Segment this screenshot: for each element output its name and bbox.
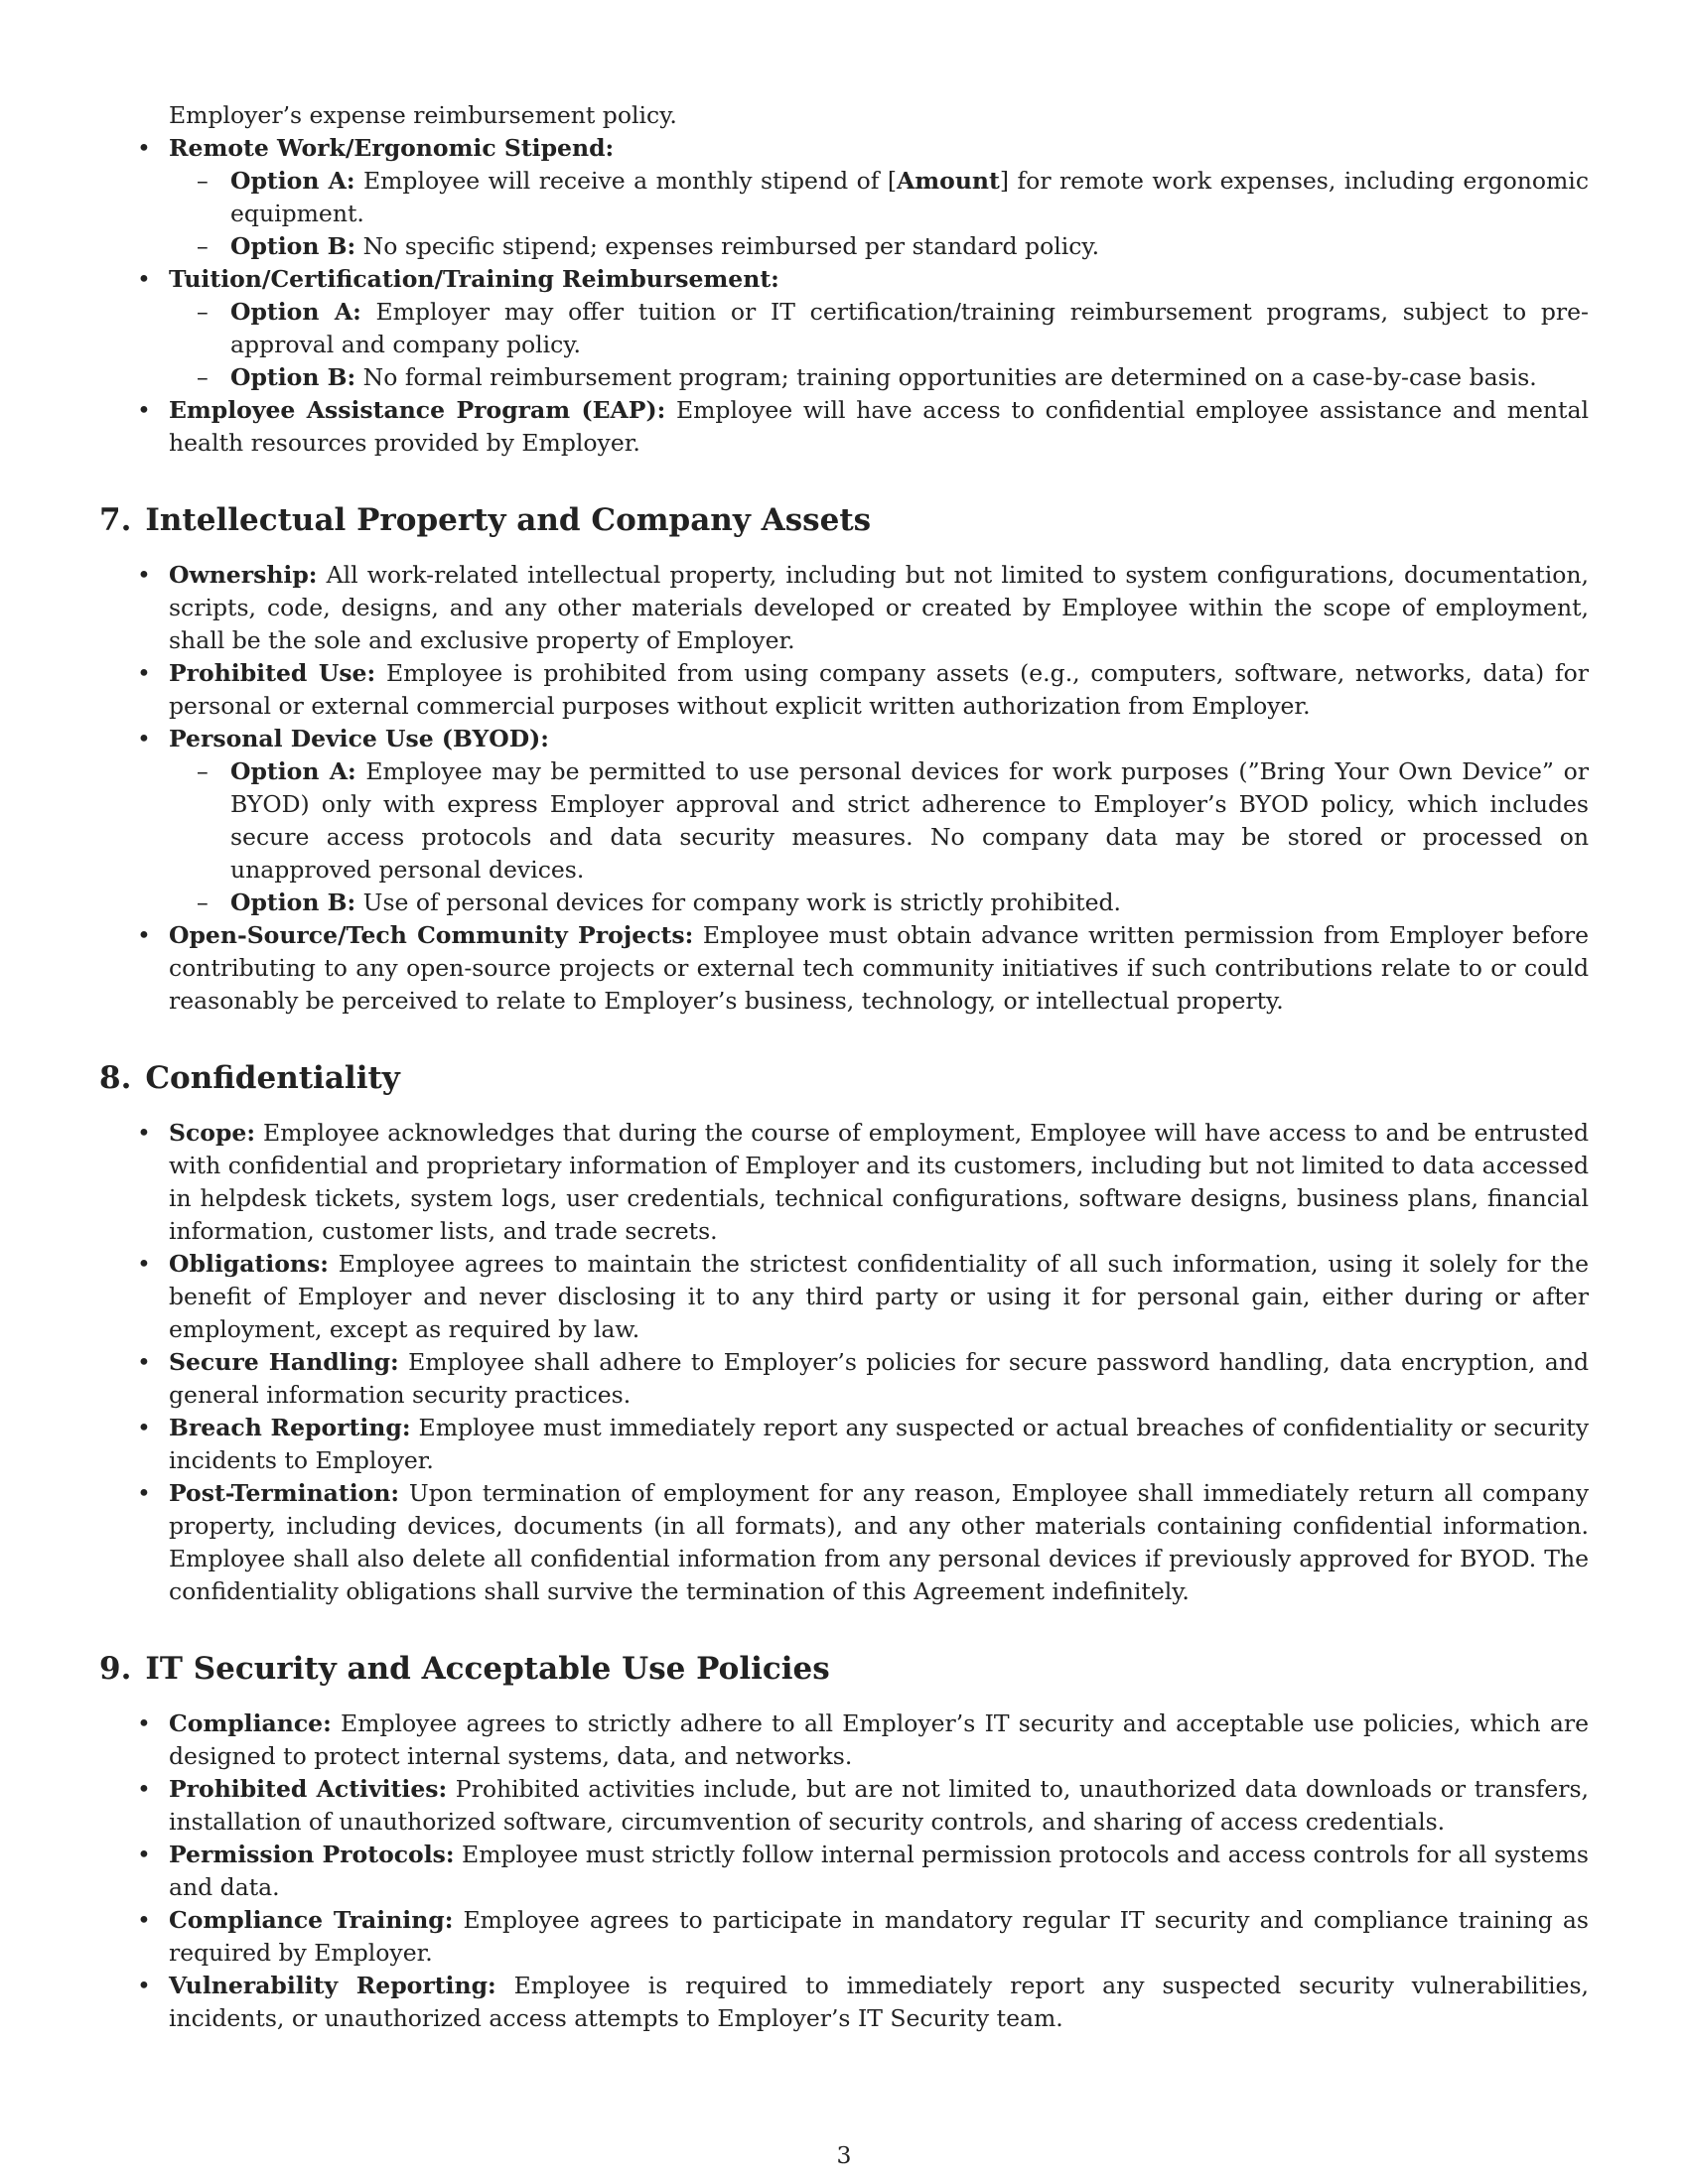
list-item: • Obligations: Employee agrees to maintain the strictest confidentiality of all such information, using it solely for the benefit of Employer and never disclosing it to any third party or using it for personal gain, either during or after employment, except as required by law. (99, 1248, 1589, 1346)
option-b: – Option B: No specific stipend; expenses reimbursed per standard policy. (169, 230, 1589, 263)
list-item: • Permission Protocols: Employee must strictly follow internal permission protocols and access controls for all systems and data. (99, 1839, 1589, 1904)
list-item-eap: • Employee Assistance Program (EAP): Employee will have access to confidential employee assistance and mental health resources provided by Employer. (99, 394, 1589, 460)
list-item: • Prohibited Activities: Prohibited activities include, but are not limited to, unauthorized data downloads or transfers, installation of unauthorized software, circumvention of security controls, and sharing of access credentials. (99, 1773, 1589, 1839)
list-item: • Post-Termination: Upon termination of employment for any reason, Employee shall immediately return all company property, including devices, documents (in all formats), and any other materials containing confidential information. Employee shall also delete all confidential information from any personal devices if previously approved for BYOD. The confidentiality obligations shall survive the termination of this Agreement indefinitely. (99, 1477, 1589, 1608)
list-item: • Open-Source/Tech Community Projects: Employee must obtain advance written permission from Employer before contributing to any open-source projects or external tech community initiatives if such contributions relate to or could reasonably be perceived to relate to Employer’s business, technology, or intellectual property. (99, 919, 1589, 1018)
option-b: – Option B: Use of personal devices for company work is strictly prohibited. (169, 887, 1589, 919)
item-label: Tuition/Certification/Training Reimbursement: (169, 265, 779, 293)
list-item: • Personal Device Use (BYOD): – Option A: Employee may be permitted to use personal devices for work purposes (”Bring Your Own Device” or BYOD) only with express Employer approval and strict adherence to Employer’s BYOD policy, which includes secure access protocols and data security measures. No company data may be stored or processed on unapproved personal devices. – Option B: Use of personal devices for company work is strictly prohibited. (99, 723, 1589, 919)
it-security-list (99, 1707, 1589, 2035)
option-b: – Option B: No formal reimbursement program; training opportunities are determined on a case-by-case basis. (169, 361, 1589, 394)
continuation-text: Employer’s expense reimbursement policy. (169, 101, 677, 129)
benefits-list (99, 132, 1589, 460)
list-item: • Prohibited Use: Employee is prohibited from using company assets (e.g., computers, software, networks, data) for personal or external commercial purposes without explicit written authorization from Employer. (99, 657, 1589, 723)
list-item: • Vulnerability Reporting: Employee is required to immediately report any suspected security vulnerabilities, incidents, or unauthorized access attempts to Employer’s IT Security team. (99, 1970, 1589, 2035)
list-item: • Compliance Training: Employee agrees to participate in mandatory regular IT security and compliance training as required by Employer. (99, 1904, 1589, 1970)
ip-list (99, 559, 1589, 1018)
list-item: • Breach Reporting: Employee must immediately report any suspected or actual breaches of confidentiality or security incidents to Employer. (99, 1412, 1589, 1477)
list-item: • Scope: Employee acknowledges that during the course of employment, Employee will have access to and be entrusted with confidential and proprietary information of Employer and its customers, including but not limited to data accessed in helpdesk tickets, system logs, user credentials, technical configurations, software designs, business plans, financial information, customer lists, and trade secrets. (99, 1117, 1589, 1248)
confidentiality-list (99, 1117, 1589, 1608)
list-item-remote-stipend (99, 132, 1589, 263)
option-a: – Option A: Employee may be permitted to use personal devices for work purposes (”Bring Your Own Device” or BYOD) only with express Employer approval and strict adherence to Employer’s BYOD policy, which includes secure access protocols and data security measures. No company data may be stored or processed on unapproved personal devices. (169, 755, 1589, 887)
section-heading-8: 8. Confidentiality (99, 1060, 400, 1096)
list-item: • Compliance: Employee agrees to strictly adhere to all Employer’s IT security and acceptable use policies, which are designed to protect internal systems, data, and networks. (99, 1707, 1589, 1773)
page-number: 3 (836, 2141, 852, 2169)
item-label: Remote Work/Ergonomic Stipend: (169, 134, 615, 162)
options-list (169, 165, 1589, 263)
list-item: • Secure Handling: Employee shall adhere to Employer’s policies for secure password handling, data encryption, and general information security practices. (99, 1346, 1589, 1412)
option-a: – Option A: Employer may offer tuition or IT certification/training reimbursement programs, subject to pre-approval and company policy. (169, 296, 1589, 361)
options-list (169, 296, 1589, 394)
option-a: – Option A: Employee will receive a monthly stipend of [Amount] for remote work expenses, including ergonomic equipment. (169, 165, 1589, 230)
section-heading-9: 9. IT Security and Acceptable Use Policies (99, 1651, 830, 1687)
list-item: • Ownership: All work-related intellectual property, including but not limited to system configurations, documentation, scripts, code, designs, and any other materials developed or created by Employee within the scope of employment, shall be the sole and exclusive property of Employer. (99, 559, 1589, 657)
options-list (169, 755, 1589, 919)
page-content (99, 99, 1589, 2035)
list-item-tuition (99, 263, 1589, 394)
section-heading-7: 7. Intellectual Property and Company Assets (99, 502, 872, 538)
